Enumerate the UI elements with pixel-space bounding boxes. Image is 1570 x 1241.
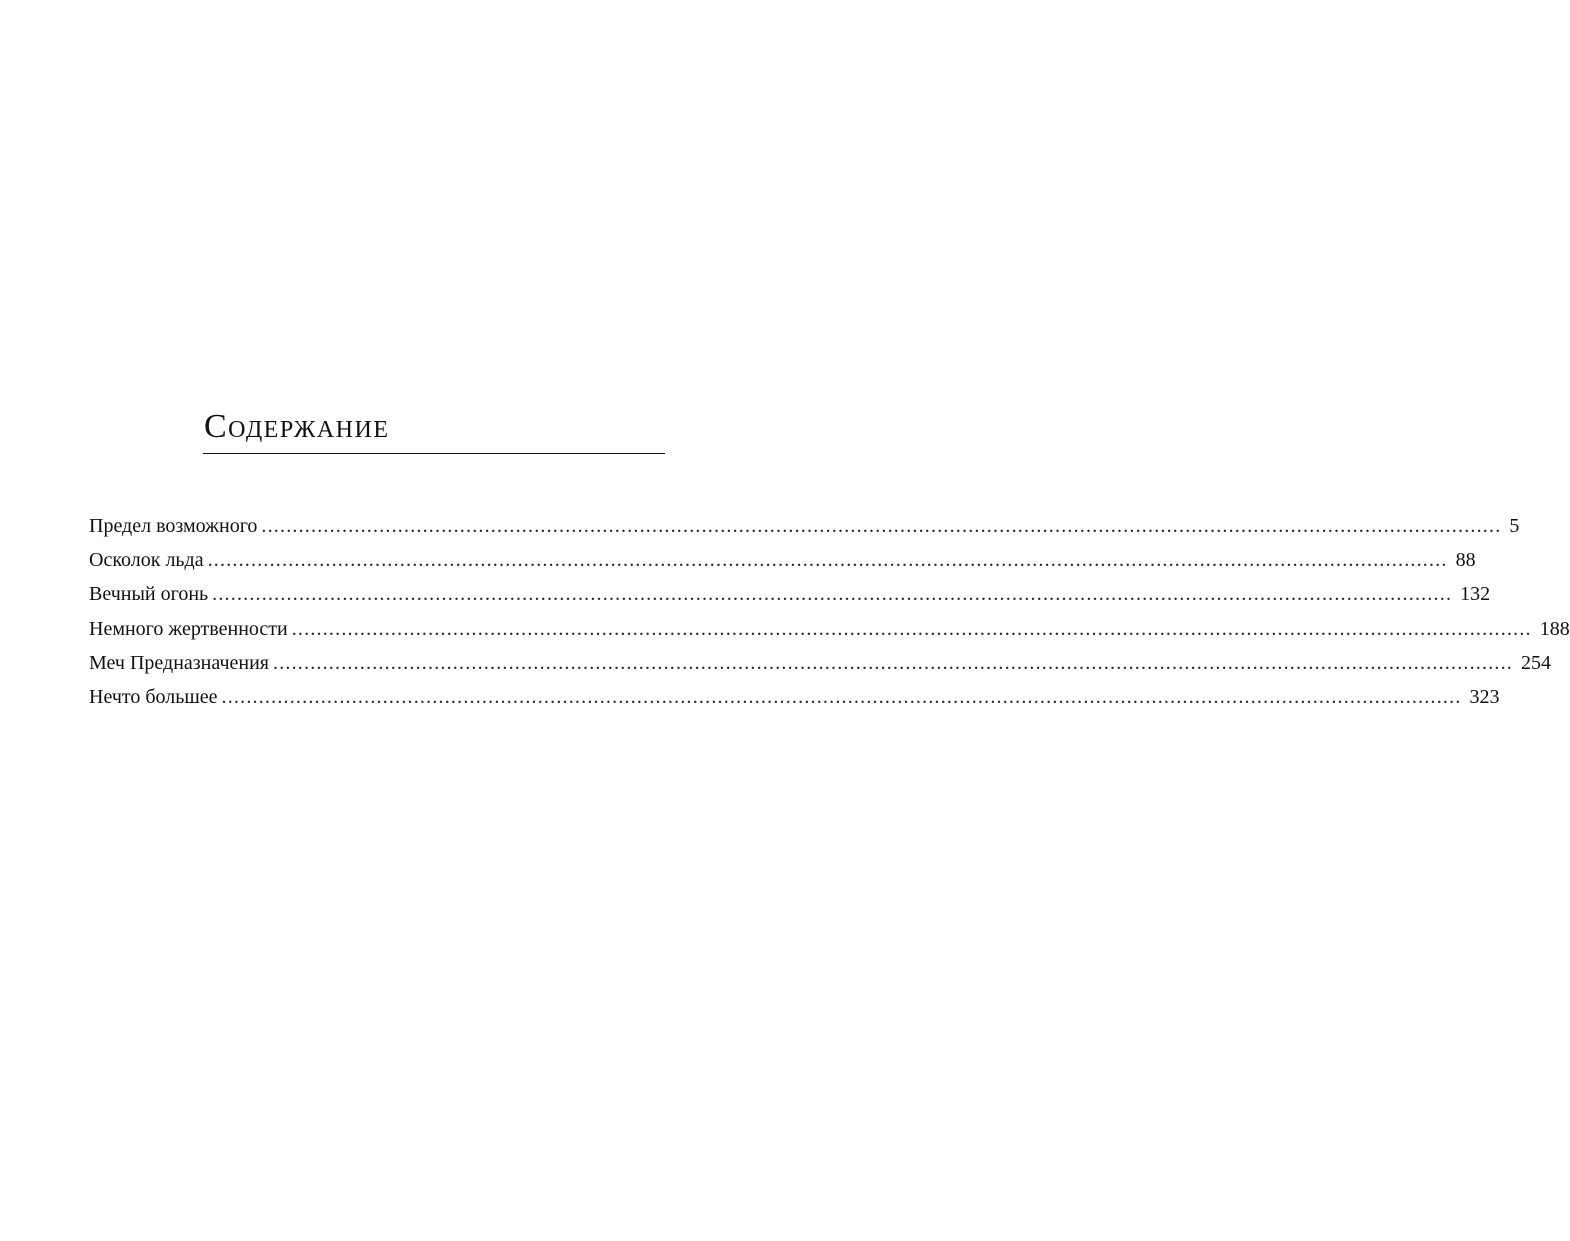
toc-page-number: 254 xyxy=(1521,651,1551,674)
toc-page-number: 88 xyxy=(1455,549,1476,572)
heading-divider xyxy=(203,453,665,454)
toc-entry[interactable] xyxy=(89,509,1520,543)
toc-entry-title: Нечто большее xyxy=(89,685,218,708)
toc-entry[interactable] xyxy=(89,577,1491,611)
toc-page-number: 5 xyxy=(1509,515,1520,537)
toc-entry[interactable] xyxy=(89,680,1500,714)
dot-leader: ........................................................................................................................................................................................................ xyxy=(207,549,1448,572)
toc-entry[interactable] xyxy=(89,612,1570,646)
toc-page-number: 323 xyxy=(1469,685,1500,708)
dot-leader: ........................................................................................................................................................................................................ xyxy=(291,617,1532,640)
dot-leader: ........................................................................................................................................................................................................ xyxy=(212,583,1453,606)
toc-entry-title: Немного жертвенности xyxy=(89,617,288,640)
page-title: Содержание xyxy=(204,408,390,445)
toc-entry-title: Меч Предназначения xyxy=(89,651,269,674)
toc-heading-block xyxy=(203,405,665,454)
table-of-contents xyxy=(89,509,1570,714)
toc-entry-title: Вечный огонь xyxy=(89,583,209,606)
dot-leader: ........................................................................................................................................................................................................ xyxy=(261,515,1502,537)
toc-entry[interactable] xyxy=(89,543,1476,577)
dot-leader: ........................................................................................................................................................................................................ xyxy=(273,651,1513,674)
toc-entry-title: Предел возможного xyxy=(89,515,258,537)
toc-entry-title: Осколок льда xyxy=(89,549,204,572)
toc-page-number: 132 xyxy=(1460,583,1491,606)
dot-leader: ........................................................................................................................................................................................................ xyxy=(221,685,1462,708)
toc-entry[interactable] xyxy=(89,646,1551,680)
toc-page-number: 188 xyxy=(1539,617,1570,640)
